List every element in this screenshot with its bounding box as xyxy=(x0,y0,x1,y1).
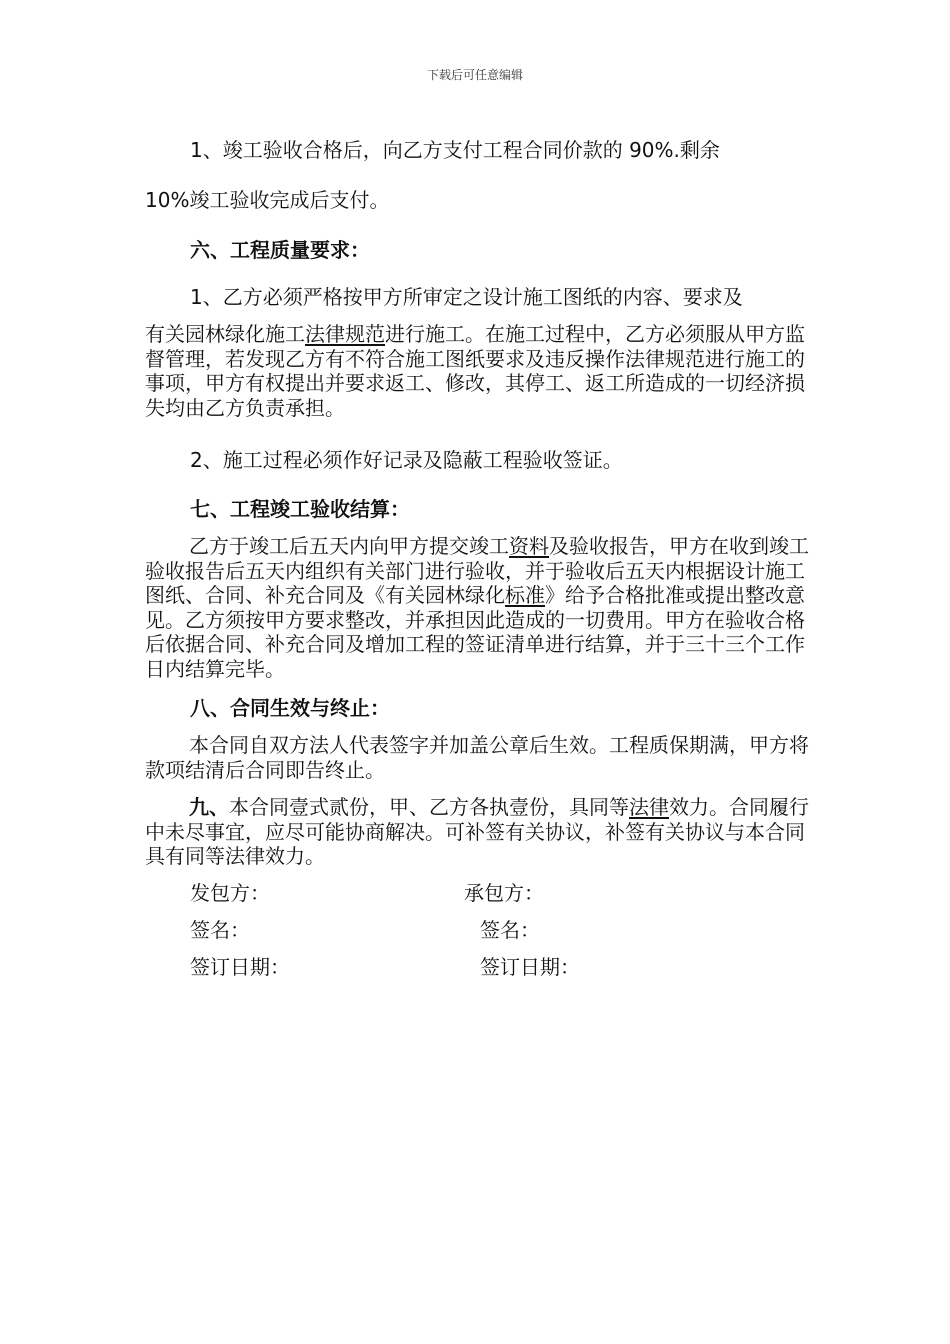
section-6-item-1-pre: 有关园林绿化施工 xyxy=(145,322,305,346)
header-note: 下载后可任意编辑 xyxy=(426,68,523,82)
party-b-date-label: 签订日期： xyxy=(480,955,580,979)
party-a-label: 发包方： xyxy=(190,881,270,905)
section-7-body xyxy=(145,534,813,681)
materials-link[interactable]: 资料 xyxy=(509,534,549,558)
party-b-signature-label: 签名： xyxy=(480,918,540,942)
section-7-post: 》给予合格批准或提出整改意见。乙方须按甲方要求整改，并承担因此造成的一切费用。甲方在验收合格后依据合同、补充合同及增加工程的签证清单进行结算，并于三十三个工作日内结算完毕。 xyxy=(145,583,805,681)
legal-norms-link[interactable]: 法律规范 xyxy=(305,322,385,346)
section-6-item-2: 2、施工过程必须作好记录及隐蔽工程验收签证。 xyxy=(190,448,623,472)
standard-link[interactable]: 标准 xyxy=(505,583,545,607)
section-7-mid: 及验收报告，甲方在收到竣工验收报告后五天内组织有关部门进行验收，并于验收后五天内根据设计施工图纸、合同、补充合同及《有关园林绿化 xyxy=(145,534,809,607)
section-6-item-1-body xyxy=(145,322,813,420)
party-b-label: 承包方： xyxy=(464,881,544,905)
party-a-date-label: 签订日期： xyxy=(190,955,290,979)
section-6-heading: 六、工程质量要求： xyxy=(190,238,370,262)
section-9-body xyxy=(145,795,813,869)
payment-line-2: 10%竣工验收完成后支付。 xyxy=(145,188,390,212)
section-8-heading: 八、合同生效与终止： xyxy=(190,696,390,720)
section-6-item-1-post: 进行施工。在施工过程中，乙方必须服从甲方监督管理，若发现乙方有不符合施工图纸要求及违反操作法律规范进行施工的事项，甲方有权提出并要求返工、修改，其停工、返工所造成的一切经济损失均由乙方负责承担。 xyxy=(145,322,805,420)
section-9-pre: 本合同壹式贰份，甲、乙方各执壹份，具同等 xyxy=(229,795,629,819)
party-a-signature-label: 签名： xyxy=(190,918,250,942)
section-7-pre: 乙方于竣工后五天内向甲方提交竣工 xyxy=(189,534,509,558)
payment-line-1: 1、竣工验收合格后，向乙方支付工程合同价款的 90%.剩余 xyxy=(190,138,720,162)
section-7-heading: 七、工程竣工验收结算： xyxy=(190,497,410,521)
section-9-post: 效力。合同履行中未尽事宜，应尽可能协商解决。可补签有关协议，补签有关协议与本合同具有同等法律效力。 xyxy=(145,795,809,868)
section-8-body: 本合同自双方法人代表签字并加盖公章后生效。工程质保期满，甲方将款项结清后合同即告终止。 xyxy=(145,733,809,782)
law-link[interactable]: 法律 xyxy=(629,795,669,819)
section-6-item-1-first-line: 1、乙方必须严格按甲方所审定之设计施工图纸的内容、要求及 xyxy=(190,285,743,309)
section-9-heading: 九、 xyxy=(189,795,229,819)
